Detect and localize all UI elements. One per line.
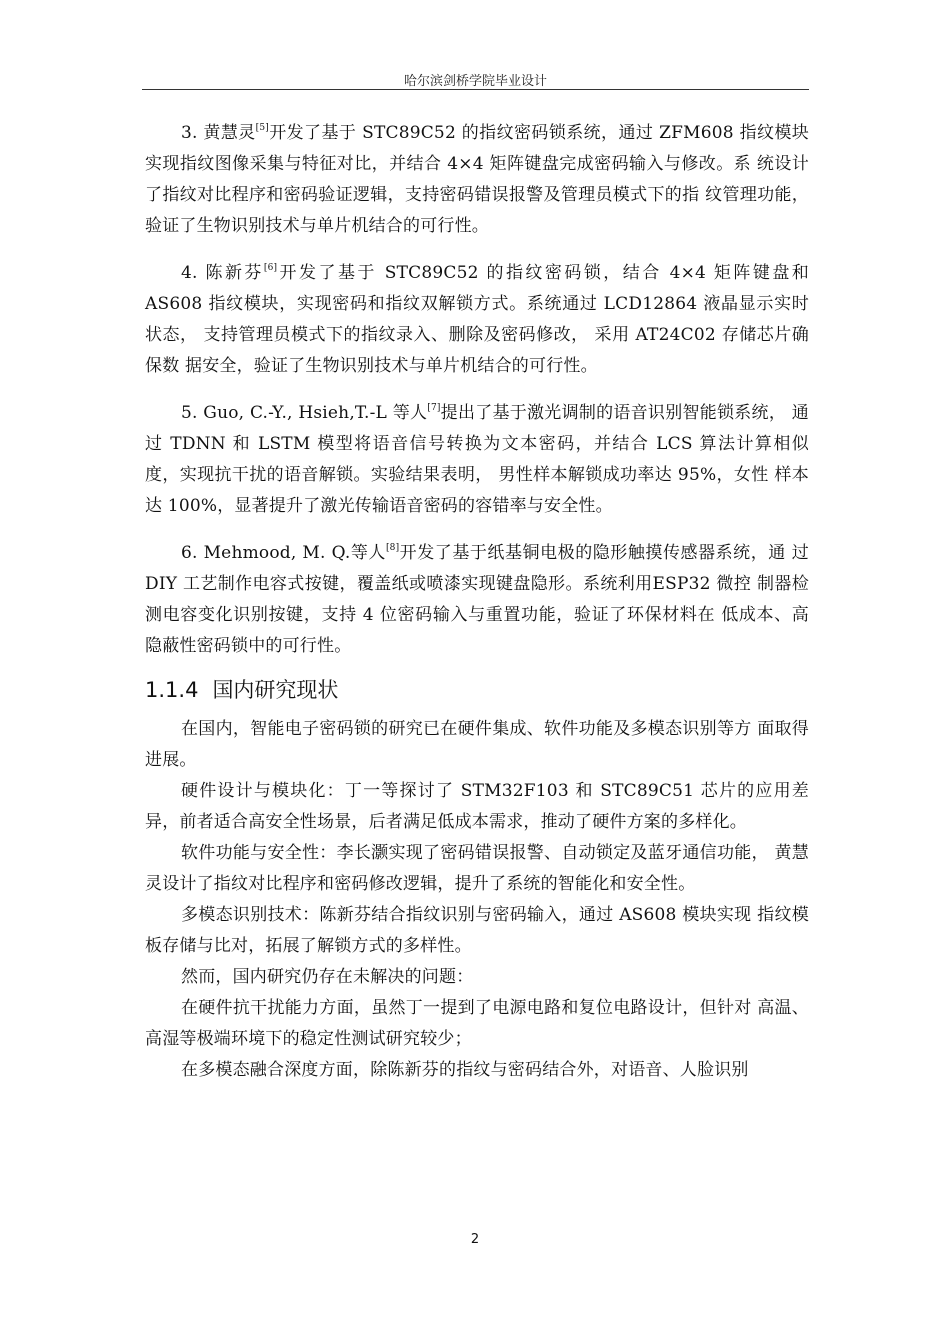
paragraph-hardware-interference: 在硬件抗干扰能力方面，虽然丁一提到了电源电路和复位电路设计，但针对 高温、高湿等极端环境下的稳定性测试研究较少；: [145, 998, 809, 1049]
paragraph-text: 开发了基于 STC89C52 的指纹密码锁系统，通过 ZFM608 指纹模块 实现指纹图像采集与特征对比，并结合 4×4 矩阵键盘完成密码输入与修改。系 统设计了指纹对比程序和密码验证逻辑，支持密码错误报警及管理员模式下的指 纹管理功能，验证了生物识别技术与单片机结合的可行性。: [145, 123, 809, 236]
section-title: 国内研究现状: [212, 678, 339, 702]
paragraph-domestic-intro: 在国内，智能电子密码锁的研究已在硬件集成、软件功能及多模态识别等方 面取得进展。: [145, 719, 809, 770]
paragraph-prefix: 6. Mehmood, M. Q.等人: [181, 543, 386, 563]
citation-marker: [6]: [263, 263, 278, 273]
page-number: 2: [470, 1232, 480, 1247]
paragraph-reference-6: [145, 538, 809, 662]
paragraph-prefix: 4. 陈新芬: [181, 263, 264, 283]
paragraph-prefix: 5. Guo, C.-Y., Hsieh,T.-L 等人: [181, 403, 428, 423]
paragraph-reference-5: [145, 398, 809, 522]
page-body: [145, 118, 809, 1086]
citation-marker: [7]: [427, 403, 441, 413]
paragraph-text: 开发了基于 STC89C52 的指纹密码锁，结合 4×4 矩阵键盘和 AS608 指纹模块，实现密码和指纹双解锁方式。系统通过 LCD12864 液晶显示实时状态， 支持管理员模式下的指纹录入、删除及密码修改， 采用 AT24C02 存储芯片确保数 据安全，验证了生物识别技术与单片机结合的可行性。: [145, 263, 809, 376]
paragraph-prefix: 3. 黄慧灵: [181, 123, 256, 143]
paragraph-problems-intro: 然而，国内研究仍存在未解决的问题：: [181, 967, 474, 987]
paragraph-reference-4: [145, 258, 809, 382]
section-heading: [145, 676, 809, 704]
paragraph-text: 提出了基于激光调制的语音识别智能锁系统， 通过 TDNN 和 LSTM 模型将语音信号转换为文本密码，并结合 LCS 算法计算相似 度，实现抗干扰的语音解锁。实验结果表明， 男性样本解锁成功率达 95%，女性 样本达 100%，显著提升了激光传输语音密码的容错率与安全性。: [145, 403, 809, 516]
paragraph-reference-3: [145, 118, 809, 242]
page-header-title: 哈尔滨剑桥学院毕业设计: [403, 74, 547, 89]
paragraph-hardware: 硬件设计与模块化：丁一等探讨了 STM32F103 和 STC89C51 芯片的应用差 异，前者适合高安全性场景，后者满足低成本需求，推动了硬件方案的多样化。: [145, 781, 809, 832]
citation-marker: [5]: [255, 123, 270, 133]
paragraph-multimodal: 多模态识别技术：陈新芬结合指纹识别与密码输入，通过 AS608 模块实现 指纹模板存储与比对，拓展了解锁方式的多样性。: [145, 905, 809, 956]
paragraph-software: 软件功能与安全性：李长灏实现了密码错误报警、自动锁定及蓝牙通信功能， 黄慧灵设计了指纹对比程序和密码修改逻辑，提升了系统的智能化和安全性。: [145, 843, 809, 894]
header-divider: [142, 89, 809, 90]
citation-marker: [8]: [385, 543, 400, 553]
section-number: 1.1.4: [145, 678, 199, 702]
paragraph-fusion-depth: 在多模态融合深度方面，除陈新芬的指纹与密码结合外，对语音、人脸识别: [181, 1060, 749, 1080]
paragraph-text: 开发了基于纸基铜电极的隐形触摸传感器系统，通 过 DIY 工艺制作电容式按键，覆盖纸或喷漆实现键盘隐形。系统利用ESP32 微控 制器检测电容变化识别按键，支持 4 位密码输入与重置功能，验证了环保材料在 低成本、高隐蔽性密码锁中的可行性。: [145, 543, 810, 656]
